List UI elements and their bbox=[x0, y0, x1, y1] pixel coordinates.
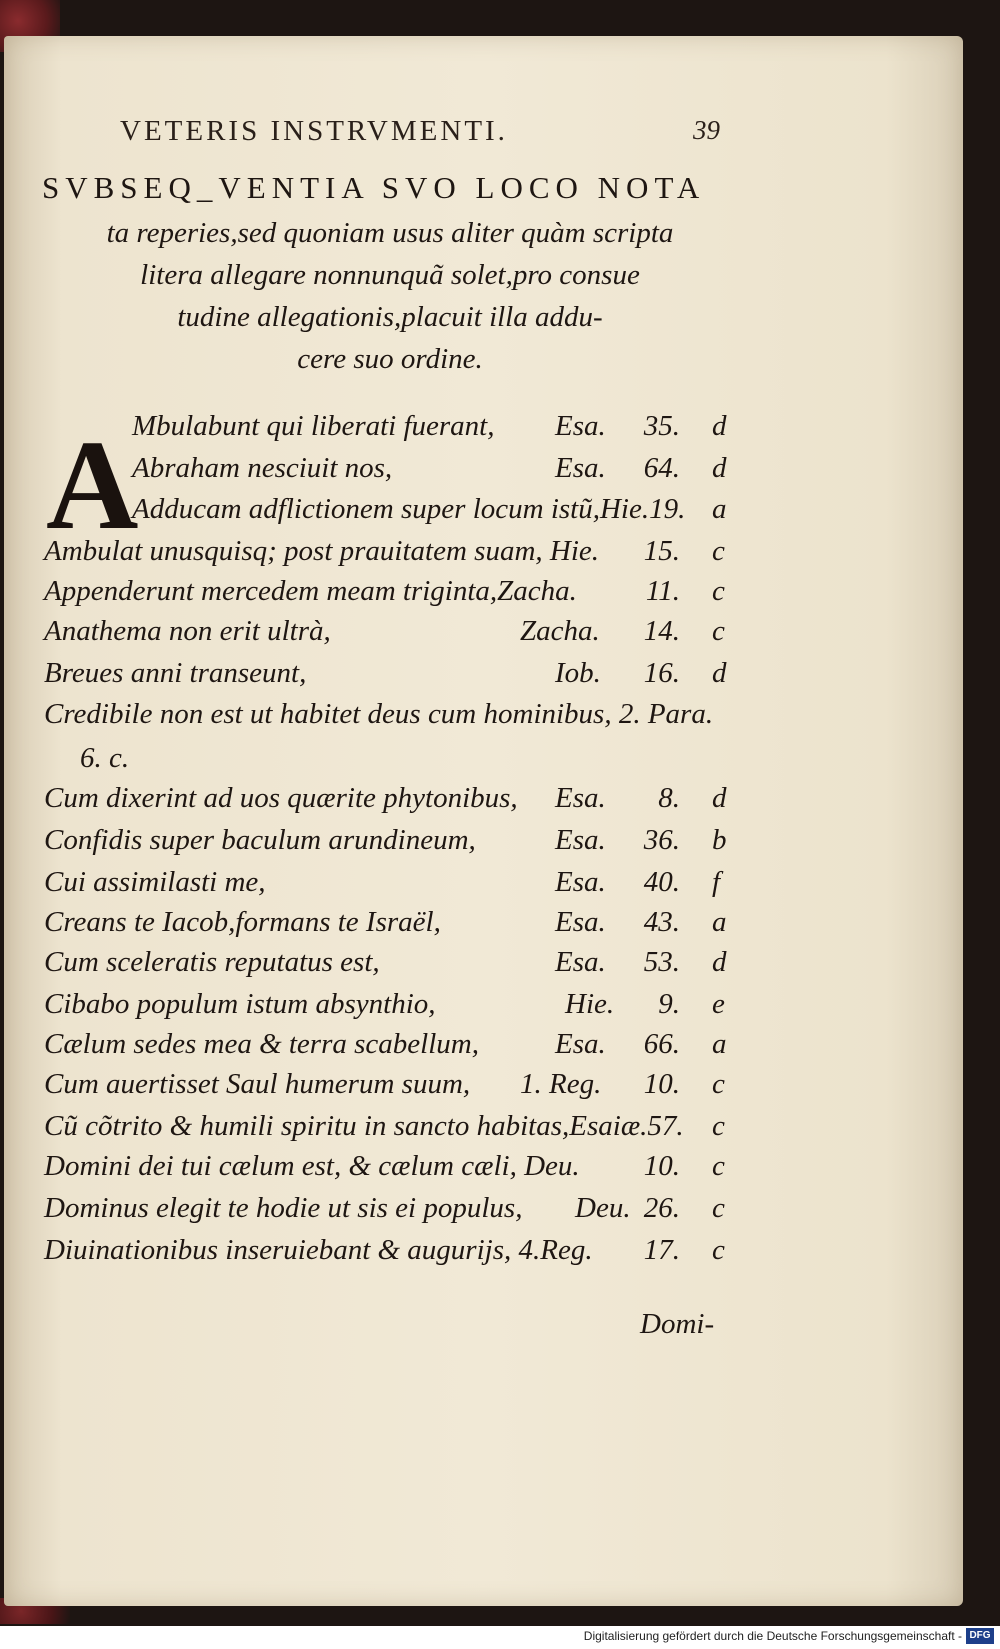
entry-text: Domini dei tui cælum est, & cælum cæli, Deu. bbox=[44, 1150, 580, 1182]
entry-chapter: 36. bbox=[643, 824, 680, 856]
entry-book: 1. Reg. bbox=[520, 1068, 602, 1100]
entry-text: Ambulat unusquisq; post prauitatem suam, Hie. bbox=[44, 535, 600, 567]
entry-section: e bbox=[712, 988, 725, 1020]
index-entry bbox=[44, 946, 735, 986]
entry-text: Breues anni transeunt, bbox=[44, 657, 307, 689]
entry-section: d bbox=[712, 452, 727, 484]
entry-chapter: 53. bbox=[643, 946, 680, 978]
entry-section: c bbox=[712, 535, 725, 567]
index-entry bbox=[44, 698, 735, 738]
entry-section: d bbox=[712, 946, 727, 978]
index-entry bbox=[44, 866, 735, 906]
entry-text: Appenderunt mercedem meam triginta,Zacha. bbox=[44, 575, 577, 607]
entry-book: Esa. bbox=[555, 410, 606, 442]
index-entry bbox=[132, 493, 735, 533]
footer-credit: Digitalisierung gefördert durch die Deutsche Forschungsgemeinschaft - bbox=[583, 1629, 962, 1643]
entry-chapter: 40. bbox=[643, 866, 680, 898]
index-entry bbox=[44, 782, 735, 822]
entry-book: Esa. bbox=[555, 452, 606, 484]
entry-book: Esa. bbox=[555, 866, 606, 898]
index-entry bbox=[44, 906, 735, 946]
entry-section: d bbox=[712, 410, 727, 442]
entry-section: c bbox=[712, 1234, 725, 1266]
index-entry bbox=[44, 1110, 735, 1150]
entry-section: c bbox=[712, 575, 725, 607]
entry-book: Esa. bbox=[555, 1028, 606, 1060]
entry-book: Iob. bbox=[555, 657, 601, 689]
entry-chapter: 10. bbox=[643, 1150, 680, 1182]
index-entry bbox=[44, 824, 735, 864]
entry-text: Cũ cõtrito & humili spiritu in sancto habitas,Esaiæ.57. bbox=[44, 1110, 684, 1142]
entry-chapter: 43. bbox=[643, 906, 680, 938]
entry-book: Deu. bbox=[575, 1192, 631, 1224]
intro-line: tudine allegationis,placuit illa addu- bbox=[177, 301, 603, 333]
entry-chapter: 26. bbox=[643, 1192, 680, 1224]
page-number: 39 bbox=[693, 115, 720, 145]
entry-chapter: 10. bbox=[643, 1068, 680, 1100]
index-entry bbox=[44, 615, 735, 655]
intro-line: litera allegare nonnunquã solet,pro consue bbox=[140, 259, 640, 291]
entry-section: a bbox=[712, 906, 727, 938]
index-entry bbox=[44, 657, 735, 697]
entry-text: 6. c. bbox=[80, 742, 130, 774]
entry-chapter: 17. bbox=[643, 1234, 680, 1266]
dfg-logo: DFG bbox=[966, 1628, 994, 1644]
intro-line: ta reperies,sed quoniam usus aliter quàm scripta bbox=[106, 217, 674, 249]
entry-chapter: 14. bbox=[643, 615, 680, 647]
entry-book: Hie. bbox=[565, 988, 615, 1020]
intro-line: cere suo ordine. bbox=[297, 343, 483, 375]
intro-paragraph bbox=[40, 212, 740, 380]
entry-chapter: 64. bbox=[643, 452, 680, 484]
index-entry bbox=[44, 535, 735, 575]
entry-text: Cum auertisset Saul humerum suum, bbox=[44, 1068, 471, 1100]
index-entry bbox=[44, 1150, 735, 1190]
entry-text: Confidis super baculum arundineum, bbox=[44, 824, 476, 856]
entry-text: Abraham nesciuit nos, bbox=[132, 452, 393, 484]
entry-section: c bbox=[712, 615, 725, 647]
entry-text: Credibile non est ut habitet deus cum hominibus, 2. Para. bbox=[44, 698, 714, 730]
entry-book: Esa. bbox=[555, 824, 606, 856]
drop-cap: A bbox=[46, 414, 139, 556]
entry-text: Creans te Iacob,formans te Israël, bbox=[44, 906, 441, 938]
index-entry bbox=[132, 410, 735, 450]
entry-book: Esa. bbox=[555, 782, 606, 814]
entry-text: Cibabo populum istum absynthio, bbox=[44, 988, 436, 1020]
entry-chapter: 15. bbox=[643, 535, 680, 567]
entry-chapter: 35. bbox=[643, 410, 680, 442]
entry-section: c bbox=[712, 1150, 725, 1182]
index-entry bbox=[44, 1234, 735, 1274]
index-entry bbox=[44, 1192, 735, 1232]
entry-text: Cælum sedes mea & terra scabellum, bbox=[44, 1028, 479, 1060]
entry-section: c bbox=[712, 1068, 725, 1100]
entry-section: c bbox=[712, 1110, 725, 1142]
entry-section: d bbox=[712, 782, 727, 814]
entry-section: c bbox=[712, 1192, 725, 1224]
entry-text: Cui assimilasti me, bbox=[44, 866, 266, 898]
entry-section: a bbox=[712, 493, 727, 525]
entry-chapter: 66. bbox=[643, 1028, 680, 1060]
section-heading: SVBSEQ_VENTIA SVO LOCO NOTA bbox=[42, 170, 706, 205]
entry-chapter: 9. bbox=[658, 988, 680, 1020]
entry-text: Cum sceleratis reputatus est, bbox=[44, 946, 380, 978]
index-entry bbox=[80, 742, 735, 782]
entry-section: a bbox=[712, 1028, 727, 1060]
entry-text: Adducam adflictionem super locum istũ,Hie.19. bbox=[132, 493, 686, 525]
index-entry bbox=[44, 575, 735, 615]
entry-book: Esa. bbox=[555, 946, 606, 978]
entry-chapter: 8. bbox=[658, 782, 680, 814]
entry-text: Diuinationibus inseruiebant & augurijs, 4.Reg. bbox=[44, 1234, 593, 1266]
entry-book: Esa. bbox=[555, 906, 606, 938]
entry-chapter: 11. bbox=[645, 575, 680, 607]
entry-section: b bbox=[712, 824, 727, 856]
running-head: VETERIS INSTRVMENTI. bbox=[120, 115, 508, 147]
entry-section: f bbox=[712, 866, 721, 898]
entry-text: Cum dixerint ad uos quærite phytonibus, bbox=[44, 782, 518, 814]
index-entry bbox=[44, 1028, 735, 1068]
entry-text: Mbulabunt qui liberati fuerant, bbox=[132, 410, 495, 442]
entry-book: Zacha. bbox=[520, 615, 600, 647]
entry-section: d bbox=[712, 657, 727, 689]
index-entry bbox=[132, 452, 735, 492]
catchword: Domi- bbox=[640, 1308, 715, 1340]
entry-text: Dominus elegit te hodie ut sis ei populus, bbox=[44, 1192, 523, 1224]
index-entry bbox=[44, 1068, 735, 1108]
entry-text: Anathema non erit ultrà, bbox=[44, 615, 331, 647]
index-entry bbox=[44, 988, 735, 1028]
entry-chapter: 16. bbox=[643, 657, 680, 689]
